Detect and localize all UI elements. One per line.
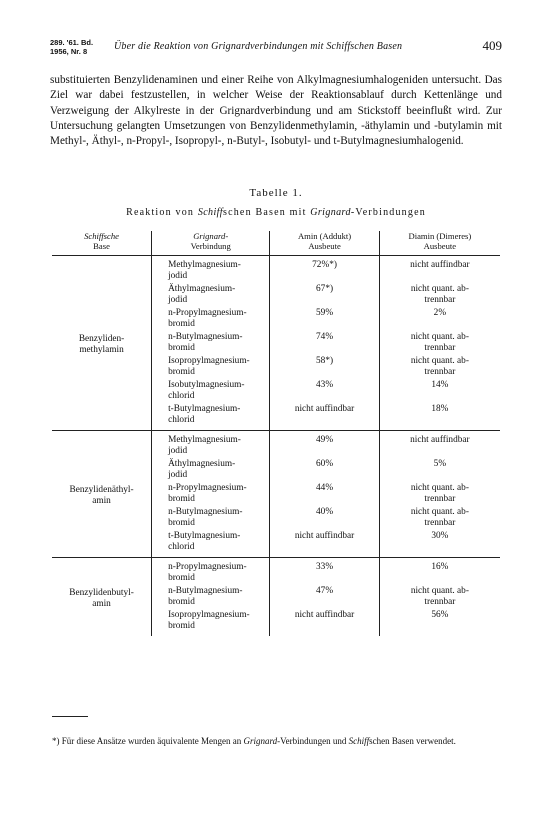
diamin-yield-cell: 30% (379, 530, 500, 558)
grignard-reagent-cell: Methylmagnesium- jodid (152, 431, 270, 459)
table-caption: Reaktion von Schiffschen Basen mit Grignard-Verbindungen (126, 207, 426, 218)
amin-yield-cell: 44% (270, 482, 379, 506)
diamin-yield-cell: nicht quant. ab- trennbar (379, 482, 500, 506)
diamin-yield-cell: 16% (379, 558, 500, 586)
amin-yield-cell: nicht auffindbar (270, 609, 379, 636)
amin-yield-cell: 40% (270, 506, 379, 530)
grignard-reagent-cell: n-Butylmagnesium- bromid (152, 585, 270, 609)
grignard-reagent-cell: n-Propylmagnesium- bromid (152, 558, 270, 586)
grignard-reagent-cell: t-Butylmagnesium- chlorid (152, 403, 270, 431)
amin-yield-cell: 43% (270, 379, 379, 403)
amin-yield-cell: 60% (270, 458, 379, 482)
grignard-reagent-cell: t-Butylmagnesium- chlorid (152, 530, 270, 558)
table-row (52, 256, 500, 284)
header-grignard: Grignard- Verbindung (152, 231, 270, 256)
header-diamin: Diamin (Dimeres) Ausbeute (379, 231, 500, 256)
footnote: *) Für diese Ansätze wurden äquivalente Mengen an Grignard-Verbindungen und Schiffschen Basen verwendet. (52, 736, 456, 746)
amin-yield-cell: 74% (270, 331, 379, 355)
diamin-yield-cell: 14% (379, 379, 500, 403)
grignard-reagent-cell: n-Butylmagnesium- bromid (152, 506, 270, 530)
diamin-yield-cell: 5% (379, 458, 500, 482)
amin-yield-cell: nicht auffindbar (270, 403, 379, 431)
grignard-reagent-cell: Isopropylmagnesium- bromid (152, 609, 270, 636)
grignard-reagent-cell: Äthylmagnesium- jodid (152, 283, 270, 307)
grignard-reagent-cell: n-Propylmagnesium- bromid (152, 482, 270, 506)
diamin-yield-cell: nicht quant. ab- trennbar (379, 331, 500, 355)
table-row (52, 431, 500, 459)
diamin-yield-cell: 56% (379, 609, 500, 636)
header-schiff-base: Schiffsche Base (52, 231, 152, 256)
diamin-yield-cell: nicht auffindbar (379, 431, 500, 459)
table-header-row (52, 231, 500, 256)
schiff-base-cell: Benzyliden- methylamin (52, 256, 152, 431)
amin-yield-cell: 59% (270, 307, 379, 331)
diamin-yield-cell: nicht quant. ab- trennbar (379, 506, 500, 530)
body-paragraph: substituierten Benzylidenaminen und einer Reihe von Alkylmagnesiumhalogeniden untersucht. Das Ziel war dabei festzustellen, in welcher Weise der Reaktionsablauf durch Kettenlänge und Verzweigung der Alkylreste in der Grignardverbindung und am Stickstoff beeinflußt wird. Zur Untersuchung gelangten Umsetzungen von Benzylidenmethylamin, -äthylamin und -butylamin mit Methyl-, Äthyl-, n-Propyl-, Isopropyl-, n-Butyl-, Isobutyl- und t-Butylmagnesiumhalogenid. (50, 74, 502, 148)
header-amin: Amin (Addukt) Ausbeute (270, 231, 379, 256)
amin-yield-cell: 49% (270, 431, 379, 459)
grignard-reagent-cell: n-Butylmagnesium- bromid (152, 331, 270, 355)
journal-volume: 289. '61. Bd. 1956, Nr. 8 (50, 38, 94, 56)
diamin-yield-cell: nicht auffindbar (379, 256, 500, 284)
footnote-rule (52, 716, 88, 717)
grignard-reagent-cell: Isopropylmagnesium- bromid (152, 355, 270, 379)
schiff-base-cell: Benzylidenbutyl- amin (69, 587, 134, 609)
table-title: Tabelle 1. (249, 187, 303, 199)
amin-yield-cell: nicht auffindbar (270, 530, 379, 558)
amin-yield-cell: 47% (270, 585, 379, 609)
diamin-yield-cell: nicht quant. ab- trennbar (379, 585, 500, 609)
grignard-reagent-cell: Äthylmagnesium- jodid (152, 458, 270, 482)
diamin-yield-cell: nicht quant. ab- trennbar (379, 355, 500, 379)
amin-yield-cell: 33% (270, 558, 379, 586)
diamin-yield-cell: 18% (379, 403, 500, 431)
table-body (52, 256, 500, 637)
grignard-reagent-cell: Methylmagnesium- jodid (152, 256, 270, 284)
diamin-yield-cell: 2% (379, 307, 500, 331)
schiff-base-cell: Benzylidenäthyl- amin (52, 431, 152, 558)
amin-yield-cell: 72%*) (270, 256, 379, 284)
running-header (50, 38, 502, 62)
grignard-reagent-cell: Isobutylmagnesium- chlorid (152, 379, 270, 403)
amin-yield-cell: 58*) (270, 355, 379, 379)
diamin-yield-cell: nicht quant. ab- trennbar (379, 283, 500, 307)
page-number: 409 (482, 38, 502, 53)
running-title: Über die Reaktion von Grignardverbindungen mit Schiffschen Basen (114, 41, 403, 52)
amin-yield-cell: 67*) (270, 283, 379, 307)
results-table (52, 231, 500, 636)
table-row (52, 558, 500, 586)
grignard-reagent-cell: n-Propylmagnesium- bromid (152, 307, 270, 331)
